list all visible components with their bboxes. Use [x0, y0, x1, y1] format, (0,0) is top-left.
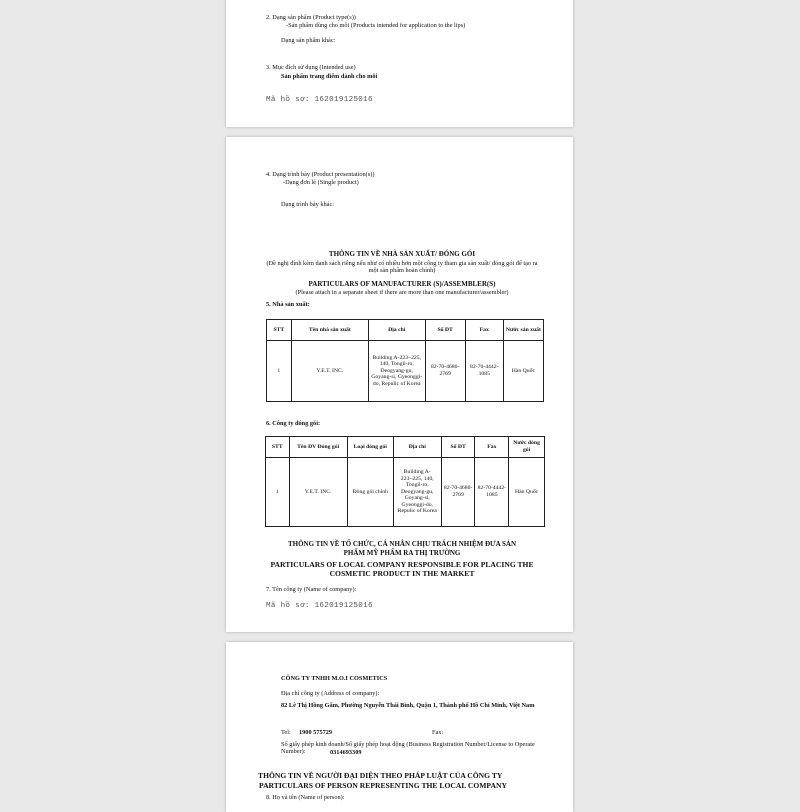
- item-5-label: 5. Nhà sản xuất:: [266, 301, 310, 308]
- manufacturer-table: [266, 319, 544, 402]
- legal-representative-title-en: PARTICULARS OF PERSON REPRESENTING THE LOCAL COMPANY: [259, 781, 507, 790]
- table-row: [266, 458, 545, 527]
- header-phone: Số ĐT: [425, 320, 465, 341]
- cell-address: Building A-223~225, 140, Tongil-ro, Deogyang-gu, Goyang-si, Gyeonggi-do, Repulic of Korea: [393, 458, 441, 527]
- cell-phone: 82-70-4680-2769: [441, 458, 475, 527]
- table-header-row: [266, 437, 545, 458]
- cell-stt: 1: [267, 341, 292, 402]
- item-2-value: -Sản phẩm dùng cho môi (Products intended for application to the lips): [286, 22, 466, 29]
- company-name: CÔNG TY TNHH M.O.I COSMETICS: [281, 675, 388, 682]
- document-page-3: [226, 642, 573, 812]
- record-number: Mã hồ sơ: 162019125016: [266, 602, 373, 610]
- document-page-1: [226, 0, 573, 127]
- item-2-label: 2. Dạng sản phẩm (Product type(s)): [266, 14, 356, 21]
- header-stt: STT: [266, 437, 290, 458]
- company-address-label: Địa chỉ công ty (Address of company):: [281, 690, 380, 697]
- cell-fax: 82-70-4442-1085: [465, 341, 503, 402]
- cell-packing-type: Đóng gói chính: [347, 458, 393, 527]
- table-header-row: [267, 320, 544, 341]
- header-manufacturer-name: Tên nhà sản xuất: [291, 320, 368, 341]
- item-8-label: 8. Họ và tên (Name of person):: [266, 794, 345, 801]
- header-packing-type: Loại đóng gói: [347, 437, 393, 458]
- cell-packer-name: Y.E.T. INC.: [289, 458, 347, 527]
- item-6-label: 6. Công ty đóng gói:: [266, 420, 321, 427]
- header-country: Nước đóng gói: [509, 437, 545, 458]
- license-value: 0314693309: [330, 748, 362, 756]
- company-address-value: 82 Lê Thị Hồng Gấm, Phường Nguyễn Thái Bình, Quận 1, Thành phố Hồ Chí Minh, Việt Nam: [281, 702, 535, 709]
- manufacturer-section-note-en: (Please attach in a separate sheet if there are more than one manufacturer/assembler): [295, 289, 509, 296]
- item-7-label: 7. Tên công ty (Name of company):: [266, 586, 357, 593]
- item-4-label: 4. Dạng trình bày (Product presentation(s)): [266, 171, 375, 178]
- cell-phone: 82-70-4680-2769: [425, 341, 465, 402]
- table-row: [267, 341, 544, 402]
- header-stt: STT: [267, 320, 292, 341]
- local-company-section-title-vi: THÔNG TIN VỀ TỔ CHỨC, CÁ NHÂN CHỊU TRÁCH NHIỆM ĐƯA SẢN PHẨM MỸ PHẨM RA THỊ TRƯỜNG: [287, 540, 517, 557]
- cell-country: Hàn Quốc: [509, 458, 545, 527]
- cell-country: Hàn Quốc: [503, 341, 543, 402]
- item-3-value: Sản phẩm trang điểm dành cho môi: [281, 73, 378, 80]
- header-packer-name: Tên ĐV Đóng gói: [289, 437, 347, 458]
- license-label: Số giấy phép kinh doanh/Số giấy phép hoạt động (Business Registration Number/License to Operate Number):: [281, 741, 535, 756]
- header-fax: Fax: [475, 437, 509, 458]
- tel-label: Tel:: [281, 729, 291, 736]
- cell-manufacturer-name: Y.E.T. INC.: [291, 341, 368, 402]
- manufacturer-section-title-vi: THÔNG TIN VỀ NHÀ SẢN XUẤT/ ĐÓNG GÓI: [328, 250, 476, 258]
- item-4-value: -Dạng đơn lẻ (Single product): [283, 179, 359, 186]
- header-address: Địa chỉ: [368, 320, 425, 341]
- tel-value: 1900 575729: [299, 729, 333, 736]
- header-phone: Số ĐT: [441, 437, 475, 458]
- item-2-other-label: Dạng sản phẩm khác:: [281, 37, 336, 44]
- manufacturer-section-title-en: PARTICULARS OF MANUFACTURER (S)/ASSEMBLER(S): [308, 280, 496, 288]
- item-4-other-label: Dạng trình bày khác:: [281, 201, 334, 208]
- local-company-section-title-en: PARTICULARS OF LOCAL COMPANY RESPONSIBLE FOR PLACING THE COSMETIC PRODUCT IN THE MARKET: [270, 560, 534, 578]
- cell-fax: 82-70-4442-1085: [475, 458, 509, 527]
- record-number: Mã hồ sơ: 162019125016: [266, 96, 373, 104]
- cell-address: Building A-223~225, 140, Tongil-ro, Deogyang-gu, Goyang-si, Gyeonggi-do, Repulic of Korea: [368, 341, 425, 402]
- manufacturer-section-note-vi: (Đề nghị đính kèm danh sách riêng nếu như có nhiều hơn một công ty tham gia sản xuất/ đóng gói để tạo ra một sản phẩm hoàn chỉnh): [266, 260, 538, 275]
- header-address: Địa chỉ: [393, 437, 441, 458]
- header-country: Nước sản xuất: [503, 320, 543, 341]
- packer-table: [265, 436, 545, 527]
- legal-representative-title-vi: THÔNG TIN VỀ NGƯỜI ĐẠI DIỆN THEO PHÁP LUẬT CỦA CÔNG TY: [258, 771, 503, 780]
- document-page-2: [226, 137, 573, 632]
- fax-label: Fax:: [432, 729, 444, 736]
- cell-stt: 1: [266, 458, 290, 527]
- header-fax: Fax: [465, 320, 503, 341]
- item-3-label: 3. Mục đích sử dụng (Intended use): [266, 64, 356, 71]
